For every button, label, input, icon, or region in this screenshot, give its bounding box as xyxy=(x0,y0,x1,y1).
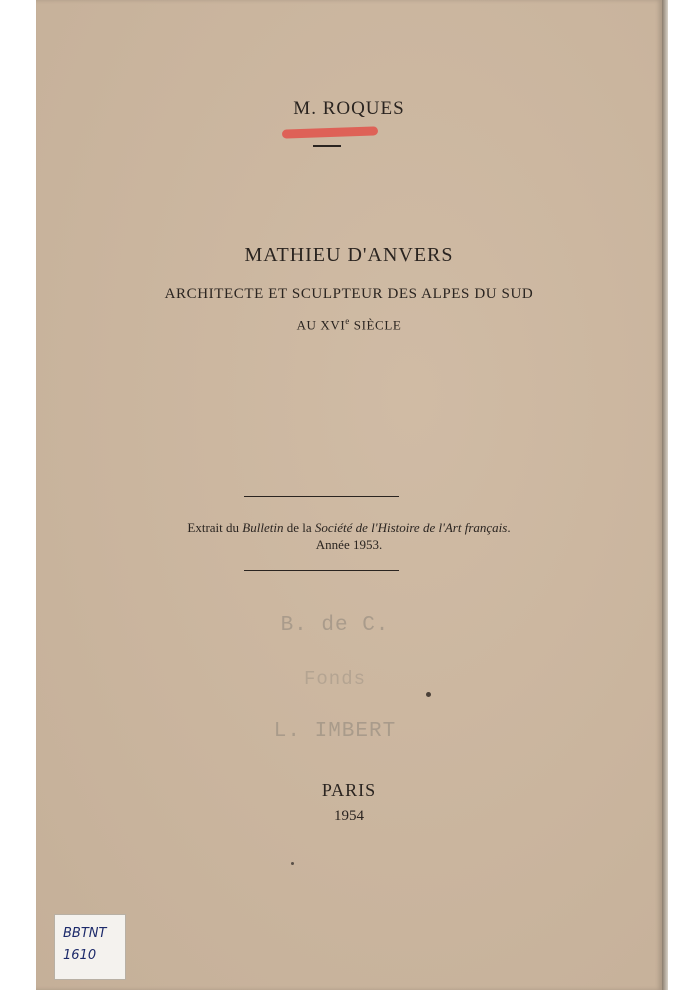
journal-name-part2: Société de l'Histoire de l'Art français xyxy=(314,520,508,535)
document-subtitle: ARCHITECTE ET SCULPTEUR DES ALPES DU SUD xyxy=(164,286,534,302)
shelf-label xyxy=(54,914,126,980)
imprint-city: PARIS xyxy=(321,780,377,800)
divider-bottom xyxy=(244,570,399,571)
paper-speck xyxy=(426,692,431,697)
page-edge xyxy=(662,0,668,990)
paper-speck-2 xyxy=(291,862,294,865)
shelf-label-line1: BBTNT xyxy=(63,926,107,941)
author-underline xyxy=(313,145,341,147)
document-page xyxy=(36,0,662,990)
century-line xyxy=(36,316,662,333)
library-stamp-line2: Fonds xyxy=(303,668,366,690)
extract-end: . xyxy=(507,520,511,535)
century-superscript: e xyxy=(345,316,350,326)
shelf-label-text xyxy=(63,923,121,967)
document-title: MATHIEU D'ANVERS xyxy=(244,244,454,266)
extract-line xyxy=(36,520,662,536)
extract-year: Année 1953. xyxy=(315,537,383,552)
shelf-label-line2: 1610 xyxy=(63,948,97,963)
extract-middle: de la xyxy=(283,520,315,535)
journal-name-part1: Bulletin xyxy=(242,520,284,535)
red-pencil-mark xyxy=(282,126,378,138)
century-suffix: SIÈCLE xyxy=(349,317,402,333)
divider-top xyxy=(244,496,399,497)
author-name: M. ROQUES xyxy=(293,98,405,119)
extract-prefix: Extrait du xyxy=(187,520,243,535)
library-stamp-line1: B. de C. xyxy=(280,614,390,637)
imprint-year: 1954 xyxy=(334,808,364,824)
century-prefix: AU XVI xyxy=(296,317,346,333)
library-stamp-line3: L. IMBERT xyxy=(273,720,397,743)
